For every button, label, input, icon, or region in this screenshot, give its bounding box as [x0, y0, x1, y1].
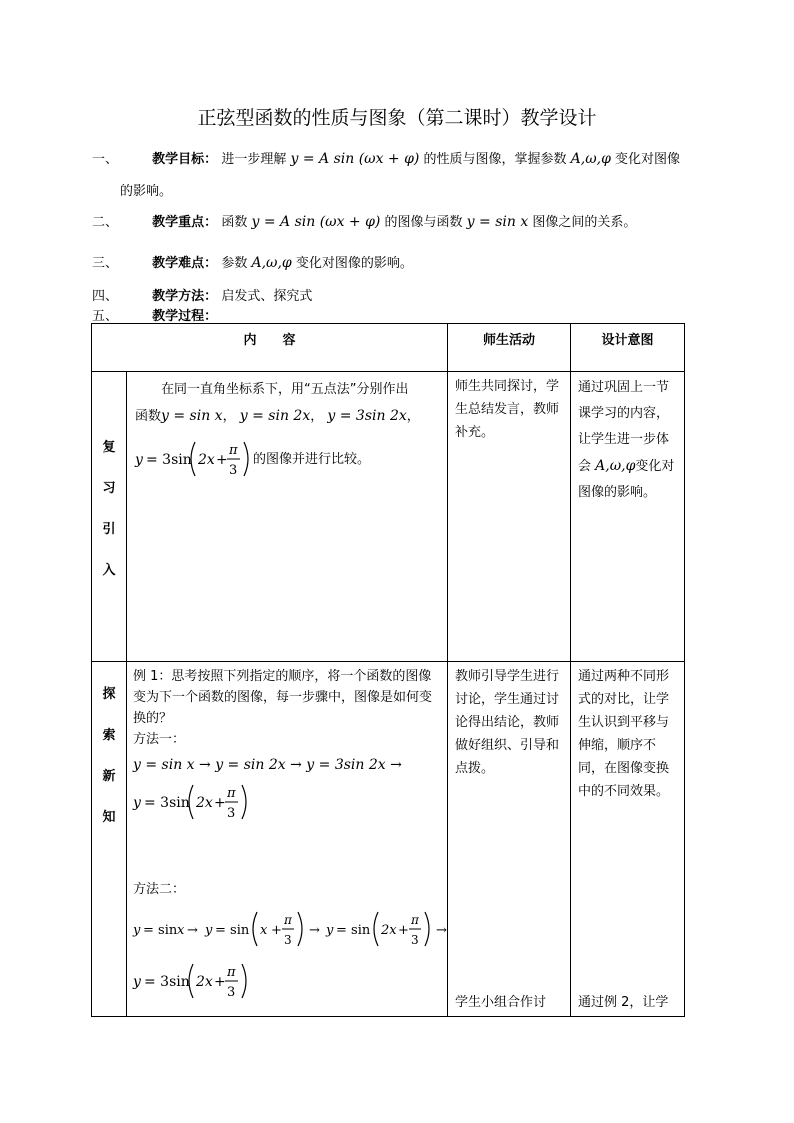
- svg-text:= sin: = sin: [143, 923, 178, 938]
- svg-text:π: π: [227, 786, 236, 801]
- content-text: 的图像并进行比较。: [253, 451, 371, 467]
- svg-text:= 3sin: = 3sin: [144, 795, 190, 811]
- side-label-char: 习: [102, 481, 116, 496]
- svg-text:+: +: [271, 923, 282, 938]
- svg-text:2x: 2x: [196, 795, 213, 811]
- activity-text-bottom: 学生小组合作讨: [455, 995, 547, 1010]
- svg-text:π: π: [229, 443, 238, 458]
- svg-text:3: 3: [411, 933, 419, 947]
- row-side-label: [92, 662, 127, 1017]
- header-activity: 师生活动: [448, 324, 571, 372]
- row-side-label: [92, 372, 127, 662]
- section-number: 四、: [92, 289, 119, 304]
- svg-text:+: +: [214, 795, 226, 811]
- formula-params: A,ω,φ: [595, 458, 636, 474]
- section-text: 参数: [221, 256, 248, 271]
- svg-text:→: →: [187, 923, 198, 938]
- svg-text:2x: 2x: [196, 974, 213, 990]
- svg-text:x: x: [260, 923, 268, 938]
- svg-text:+: +: [214, 974, 226, 990]
- svg-text:= 3sin: = 3sin: [146, 452, 192, 468]
- section-text: 变化对图像的影响。: [295, 256, 413, 271]
- example-text: 例 1：思考按照下列指定的顺序，将一个函数的图像变为下一个函数的图像，每一步骤中，图像是如何变换的？: [133, 669, 433, 726]
- intent-text-part: 变化对图像的影响。: [578, 459, 675, 500]
- content-formula-line: [135, 436, 442, 482]
- method-two-chain: [133, 906, 445, 952]
- formula-basic-sine: y = sin x: [466, 214, 529, 230]
- side-label-char: 复: [102, 440, 116, 455]
- formula-3sin-2x-plus-pi-over-3: [135, 436, 253, 482]
- section-number: 一、: [92, 152, 119, 167]
- side-label-char: 知: [102, 810, 116, 825]
- section-text: 进一步理解: [221, 152, 287, 167]
- separator: ，: [222, 409, 236, 424]
- row-intent: [571, 372, 685, 662]
- row-intent: [571, 662, 685, 1017]
- content-text: 在同一直角坐标系下，用“五点法”分别作出: [161, 382, 409, 397]
- separator: ，: [406, 409, 420, 424]
- side-label-char: 索: [102, 728, 116, 743]
- side-label-char: 新: [102, 769, 116, 784]
- separator: ，: [310, 409, 324, 424]
- section-text: 图像之间的关系。: [532, 215, 637, 230]
- page-title: 正弦型函数的性质与图象（第二课时）教学设计: [197, 107, 597, 129]
- method-one-chain: y = sin x → y = sin 2x → y = 3sin 2x →: [133, 757, 402, 773]
- svg-text:π: π: [284, 913, 292, 927]
- svg-text:3: 3: [227, 806, 236, 821]
- svg-text:3: 3: [284, 933, 292, 947]
- table-header-row: [92, 324, 685, 372]
- svg-text:= 3sin: = 3sin: [144, 974, 190, 990]
- side-label-char: 入: [102, 563, 116, 578]
- section-label: 教学重点: [152, 215, 205, 230]
- svg-text:+: +: [216, 452, 228, 468]
- section-number: 三、: [92, 256, 119, 271]
- section-key-points: 二、 教学重点： 函数 y = A sin (ωx + φ) 的图像与函数 y = sin x 图像之间的关系。: [92, 211, 636, 230]
- section-text: 变化对图像: [615, 152, 681, 167]
- svg-text:π: π: [227, 965, 236, 980]
- row-content: [127, 662, 448, 1017]
- svg-text:3: 3: [229, 463, 238, 478]
- svg-text:y: y: [133, 795, 141, 811]
- svg-text:2x: 2x: [381, 923, 397, 938]
- svg-text:3: 3: [227, 985, 236, 1000]
- table-row: [92, 372, 685, 662]
- formula-general-sine: y = A sin (ωx + φ): [290, 151, 420, 167]
- header-content: 内 容: [92, 324, 448, 372]
- svg-text:y: y: [326, 923, 334, 938]
- side-label-char: 引: [102, 522, 116, 537]
- section-methods: 四、 教学方法： 启发式、探究式: [92, 285, 312, 304]
- svg-text:y: y: [133, 923, 141, 938]
- section-text: 启发式、探究式: [221, 289, 313, 304]
- content-functions-line: [135, 403, 442, 430]
- content-text: 函数: [135, 409, 162, 424]
- section-label: 教学方法: [152, 289, 205, 304]
- svg-text:2x: 2x: [198, 452, 215, 468]
- formula-general-sine: y = A sin (ωx + φ): [251, 214, 381, 230]
- svg-text:+: +: [398, 923, 409, 938]
- section-difficulties: 三、 教学难点： 参数 A,ω,φ 变化对图像的影响。: [92, 252, 413, 271]
- header-intent: 设计意图: [571, 324, 685, 372]
- section-process: 五、 教学过程：: [92, 305, 217, 324]
- section-label: 教学目标: [152, 152, 205, 167]
- svg-text:π: π: [411, 913, 419, 927]
- formula-params: A,ω,φ: [570, 151, 611, 167]
- formula-params: A,ω,φ: [251, 255, 292, 271]
- svg-text:= sin: = sin: [215, 923, 250, 938]
- intent-text: [571, 372, 684, 506]
- section-text: 的性质与图像，掌握参数: [423, 152, 567, 167]
- activity-text: 师生共同探讨，学生总结发言，教师补充。: [455, 379, 560, 440]
- svg-text:y: y: [135, 452, 143, 468]
- method-label: 方法一：: [133, 732, 186, 747]
- section-label: 教学过程: [152, 309, 205, 324]
- lesson-table: [91, 323, 685, 1017]
- svg-text:y: y: [133, 974, 141, 990]
- section-text: 的图像与函数: [384, 215, 463, 230]
- row-content: [127, 372, 448, 662]
- section-text-continued: 的影响。: [120, 184, 173, 199]
- intent-text-part: 通过巩固上一节课学习的内容，让学生进一步体会: [578, 380, 670, 474]
- section-label: 教学难点: [152, 256, 205, 271]
- activity-text: 教师引导学生进行讨论，学生通过讨论得出结论，教师做好组织、引导和点拨。: [455, 669, 560, 776]
- row-activity: [448, 372, 571, 662]
- table-row: [92, 662, 685, 1017]
- formula-sin-2x: y = sin 2x: [239, 408, 311, 424]
- section-number: 五、: [92, 309, 119, 324]
- section-objectives: 一、 教学目标： 进一步理解 y = A sin (ωx + φ) 的性质与图像，掌握参数 A,ω,φ 变化对图像: [92, 148, 680, 167]
- svg-text:→: →: [436, 923, 447, 938]
- section-number: 二、: [92, 215, 119, 230]
- side-label-char: 探: [102, 687, 116, 702]
- svg-text:= sin: = sin: [336, 923, 371, 938]
- formula-3sin-2x-plus-pi-over-3: [133, 780, 263, 824]
- intent-text: 通过两种不同形式的对比，让学生认识到平移与伸缩，顺序不同，在图像变换中的不同效果。: [578, 669, 670, 799]
- svg-text:x: x: [177, 923, 185, 938]
- method-label: 方法二：: [133, 882, 186, 897]
- row-activity: [448, 662, 571, 1017]
- formula-3sin-2x-plus-pi-over-3: [133, 959, 263, 1003]
- formula-3sin-2x: y = 3sin 2x: [327, 408, 407, 424]
- formula-sin-x: y = sin x: [161, 408, 223, 424]
- svg-text:y: y: [205, 923, 213, 938]
- section-text: 函数: [221, 215, 248, 230]
- svg-text:→: →: [309, 923, 320, 938]
- intent-text-bottom: 通过例 2，让学: [578, 995, 669, 1010]
